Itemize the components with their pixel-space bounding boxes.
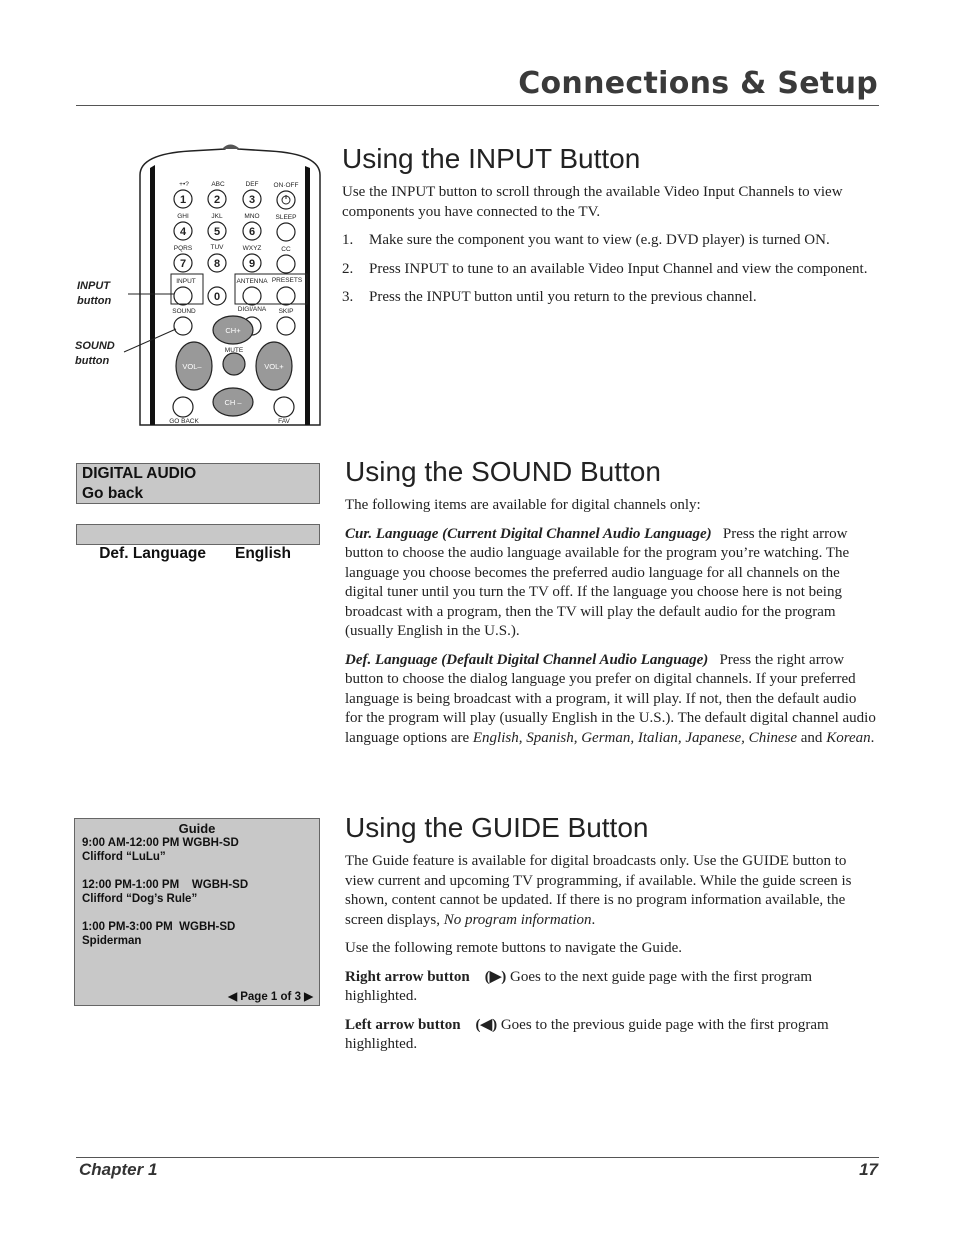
sound-intro: The following items are available for digital channels only:	[345, 497, 701, 513]
digit-7-label: 7	[179, 258, 187, 270]
sound-button[interactable]	[174, 317, 192, 335]
label-wxyz: WXYZ	[242, 245, 262, 252]
def-language-text: Press the right arrow button to choose the dialog language you prefer on digital channels. If your preferred language is being broadcast with a program, it will play. If not, then the default audio for the program will play (usually English in the U.S.). The default digital channel audio language options are	[345, 651, 876, 746]
sound-section-heading: Using the SOUND Button	[345, 456, 661, 487]
antenna-button[interactable]	[243, 287, 261, 305]
label-tuv: TUV	[210, 244, 224, 251]
guide-title: Guide	[178, 821, 216, 836]
guide-p1-end: .	[591, 911, 596, 928]
input-callout-line1: INPUT	[77, 280, 110, 292]
right-arrow-icon: (▶)	[484, 968, 507, 985]
step-text: Press the INPUT button until you return to the previous channel.	[369, 289, 757, 305]
label-ghi: GHI	[177, 213, 189, 220]
guide-page-indicator[interactable]: ◀ Page 1 of 3 ▶	[228, 991, 313, 1003]
cur-language-term: Cur. Language (Current Digital Channel Audio Language)	[345, 525, 712, 542]
presets-button[interactable]	[277, 287, 295, 305]
label-def: DEF	[245, 181, 259, 188]
def-language-term: Def. Language (Default Digital Channel Audio Language)	[345, 651, 709, 668]
digital-audio-menu	[76, 463, 320, 562]
def-language-label: Def. Language	[99, 545, 207, 562]
sound-callout-line1: SOUND	[75, 340, 115, 352]
guide-entry-time[interactable]: 1:00 PM-3:00 PM WGBH-SD	[82, 921, 236, 933]
def-language-end: .	[870, 729, 875, 746]
guide-p1-italic: No program information	[443, 911, 592, 928]
antenna-label: ANTENNA	[236, 278, 268, 285]
left-arrow-desc	[345, 1016, 877, 1055]
guide-entry-show: Clifford “Dog’s Rule”	[82, 893, 198, 905]
guide-p1	[345, 852, 877, 930]
label-jkl: JKL	[211, 213, 223, 220]
def-language-and: and	[800, 729, 823, 746]
digit-0-label: 0	[213, 291, 221, 303]
label-symbols: +•?	[179, 181, 189, 188]
skip-button[interactable]	[277, 317, 295, 335]
input-steps	[342, 231, 872, 308]
page-header-title: Connections & Setup	[518, 66, 878, 101]
goback-button[interactable]	[173, 397, 193, 417]
input-section-heading: Using the INPUT Button	[342, 143, 641, 174]
guide-entry-time[interactable]: 12:00 PM-1:00 PM WGBH-SD	[82, 879, 249, 891]
step-number: 2.	[342, 260, 354, 277]
label-cc: CC	[281, 246, 291, 253]
def-language-value: English	[235, 545, 291, 562]
mute-button[interactable]	[223, 353, 245, 375]
input-label: INPUT	[176, 278, 196, 285]
digit-6-label: 6	[248, 226, 256, 238]
digit-5-label: 5	[213, 226, 221, 238]
sound-callout-line2: button	[75, 355, 110, 367]
power-button[interactable]	[277, 191, 295, 209]
cur-language-desc	[345, 525, 877, 642]
menu-def-language[interactable]	[76, 524, 320, 562]
digit-4-label: 4	[179, 226, 187, 238]
guide-entry-show: Spiderman	[82, 935, 142, 947]
guide-section-body	[345, 852, 877, 1064]
presets-label: PRESETS	[271, 277, 303, 284]
menu-go-back[interactable]: Go back	[76, 484, 320, 505]
guide-section-heading: Using the GUIDE Button	[345, 812, 649, 843]
step-number: 3.	[342, 289, 354, 305]
sound-section-body	[345, 496, 877, 757]
footer-page-number: 17	[859, 1160, 878, 1179]
vol-down-label: VOL–	[182, 362, 202, 371]
cur-language-text: Press the right arrow button to choose the audio language available for the program you’re watching. The language you choose becomes the preferred audio language for all channels on the digital tuner until you turn the TV off. If the language you choose here is not being broadcast with a program, then the TV will play the default audio for the program (usually English in the U.S.).	[345, 525, 850, 639]
left-arrow-term: Left arrow button	[345, 1016, 461, 1033]
guide-entry-time[interactable]: 9:00 AM-12:00 PM WGBH-SD	[82, 837, 239, 849]
left-arrow-text: Goes to the previous guide page with the first program highlighted.	[345, 1016, 829, 1052]
ch-up-label: CH+	[225, 326, 241, 335]
guide-p1-text: The Guide feature is available for digital broadcasts only. Use the GUIDE button to view current and upcoming TV programming, if available. While the guide screen is shown, content cannot be updated. If there is no program information available, the screen displays,	[345, 853, 852, 928]
input-callout-line2: button	[77, 295, 112, 307]
digit-8-label: 8	[213, 258, 221, 270]
input-step	[342, 288, 872, 308]
def-language-list: English, Spanish, German, Italian, Japanese, Chinese	[472, 729, 798, 746]
digiana-label: DIGI/ANA	[237, 306, 267, 313]
ch-down-label: CH –	[224, 398, 242, 407]
label-pqrs: PQRS	[173, 245, 193, 252]
right-arrow-text: Goes to the next guide page with the first program highlighted.	[345, 968, 813, 1004]
goback-label: GO BACK	[169, 418, 199, 425]
fav-button[interactable]	[274, 397, 294, 417]
footer-chapter: Chapter 1	[79, 1160, 158, 1179]
input-callout	[77, 279, 111, 309]
def-language-desc	[345, 651, 877, 749]
header-rule	[76, 105, 879, 106]
input-intro: Use the INPUT button to scroll through the available Video Input Channels to view components you have connected to the TV.	[342, 184, 843, 220]
guide-p2: Use the following remote buttons to navigate the Guide.	[345, 940, 683, 956]
left-arrow-icon: (◀)	[475, 1016, 498, 1033]
right-arrow-desc	[345, 968, 877, 1007]
mute-label: MUTE	[224, 347, 244, 354]
skip-label: SKIP	[278, 308, 294, 315]
digit-2-label: 2	[213, 194, 221, 206]
label-abc: ABC	[211, 181, 225, 188]
input-step	[342, 231, 872, 251]
step-text: Press INPUT to tune to an available Video Input Channel and view the component.	[369, 260, 868, 277]
input-section-body	[342, 183, 872, 317]
guide-entry-show: Clifford “LuLu”	[82, 851, 166, 863]
guide-screen	[74, 818, 320, 1006]
label-onoff: ON·OFF	[273, 182, 299, 189]
digit-9-label: 9	[248, 258, 256, 270]
vol-up-label: VOL+	[264, 362, 284, 371]
footer-rule	[76, 1157, 879, 1158]
def-language-last: Korean	[826, 729, 871, 746]
label-mno: MNO	[244, 213, 260, 220]
digit-1-label: 1	[179, 194, 187, 206]
input-button[interactable]	[174, 287, 192, 305]
label-sleep: SLEEP	[275, 214, 297, 221]
menu-title: DIGITAL AUDIO	[76, 463, 320, 484]
right-arrow-term: Right arrow button	[345, 968, 470, 985]
cc-button[interactable]	[277, 255, 295, 273]
step-text: Make sure the component you want to view (e.g. DVD player) is turned ON.	[369, 232, 830, 248]
sound-label: SOUND	[172, 308, 196, 315]
sound-callout	[75, 339, 115, 369]
fav-label: FAV	[278, 418, 290, 425]
input-step	[342, 260, 872, 280]
sleep-button[interactable]	[277, 223, 295, 241]
digit-3-label: 3	[248, 194, 256, 206]
menu-cur-language[interactable]	[76, 504, 320, 524]
step-number: 1.	[342, 232, 354, 248]
